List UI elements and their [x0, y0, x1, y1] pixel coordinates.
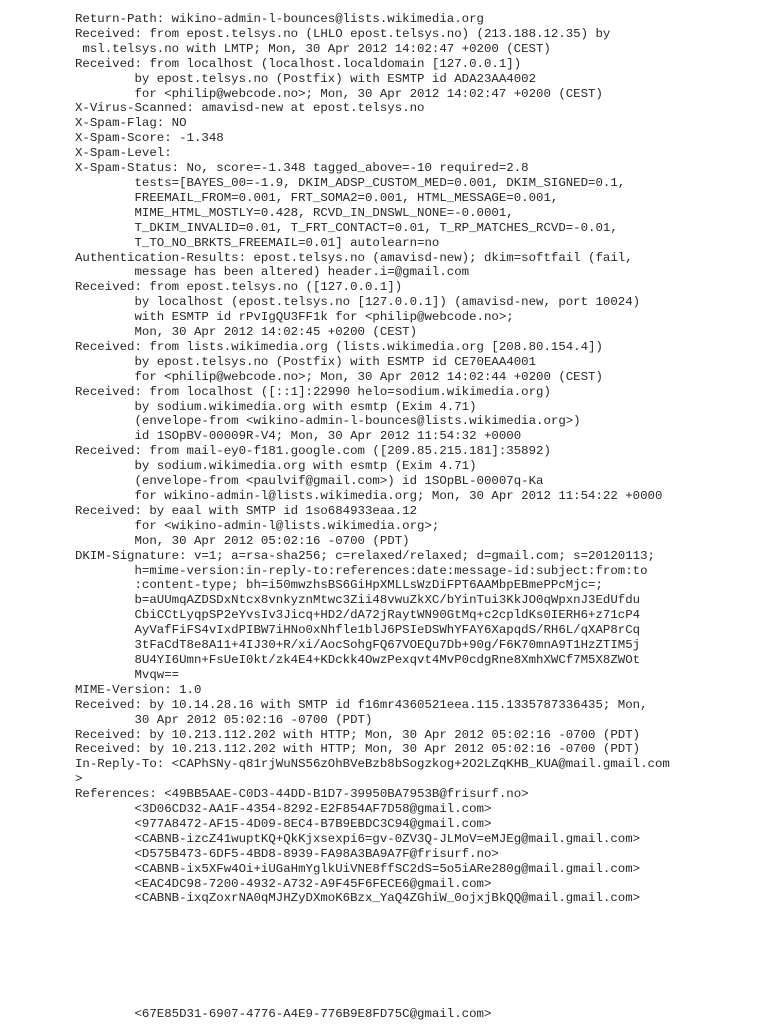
references-continuation-line: <CABNB-izcZ41wuptKQ+QkKjxsexpi6=gv-0ZV3Q-JLMoV=eMJEg@mail.gmail.com>	[134, 831, 641, 846]
references-continuation-line: <977A8472-AF15-4D09-8EC4-B7B9EBDC3C94@gmail.com>	[134, 816, 492, 831]
received-line: Received: from localhost ([::1]:22990 helo=sodium.wikimedia.org)	[75, 384, 551, 399]
received-field	[75, 340, 670, 385]
received-continuation-line: by sodium.wikimedia.org with esmtp (Exim 4.71)	[134, 399, 477, 414]
received-field	[75, 385, 670, 445]
received-field	[75, 444, 670, 504]
x-spam-level-field	[75, 146, 670, 161]
x-spam-status-continuation-line: tests=[BAYES_00=-1.9, DKIM_ADSP_CUSTOM_MED=0.001, DKIM_SIGNED=0.1,	[134, 175, 626, 190]
authentication-results-field	[75, 251, 670, 281]
x-spam-status-continuation-line: T_DKIM_INVALID=0.01, T_FRT_CONTACT=0.01, T_RP_MATCHES_RCVD=-0.01,	[134, 220, 618, 235]
x-spam-status-continuation-line: MIME_HTML_MOSTLY=0.428, RCVD_IN_DNSWL_NONE=-0.0001,	[134, 205, 514, 220]
received-field	[75, 27, 670, 57]
received-continuation-line: for <philip@webcode.no>; Mon, 30 Apr 2012 14:02:44 +0200 (CEST)	[134, 369, 603, 384]
email-header-block	[75, 12, 670, 906]
received-field	[75, 280, 670, 340]
received-line: Received: by eaal with SMTP id 1so684933eaa.12	[75, 503, 418, 518]
references-continuation-line: <3D06CD32-AA1F-4354-8292-E2F854AF7D58@gmail.com>	[134, 802, 492, 817]
received-line: Received: from localhost (localhost.localdomain [127.0.0.1])	[75, 56, 522, 71]
x-spam-flag-line: X-Spam-Flag: NO	[75, 116, 187, 131]
received-line: Received: by 10.14.28.16 with SMTP id f16mr4360521eea.115.1335787336435; Mon,	[75, 697, 648, 712]
received-field	[75, 742, 670, 757]
received-line: Received: from epost.telsys.no (LHLO epost.telsys.no) (213.188.12.35) by	[75, 26, 611, 41]
references-continuation-line: <67E85D31-6907-4776-A4E9-776B9E8FD75C@gmail.com>	[134, 1007, 492, 1021]
in-reply-to-field	[75, 757, 670, 787]
next-page-block	[75, 1007, 491, 1022]
received-line: Received: from epost.telsys.no ([127.0.0.1])	[75, 280, 403, 295]
x-spam-status-line: X-Spam-Status: No, score=-1.348 tagged_above=-10 required=2.8	[75, 161, 529, 176]
dkim-signature-continuation-line: :content-type; bh=i50mwzhsBS6GiHpXMLLsWzDiFPT6AAMbpEBmePPcMjc=;	[134, 578, 603, 593]
received-line: Received: by 10.213.112.202 with HTTP; Mon, 30 Apr 2012 05:02:16 -0700 (PDT)	[75, 727, 641, 742]
received-line: Received: by 10.213.112.202 with HTTP; Mon, 30 Apr 2012 05:02:16 -0700 (PDT)	[75, 742, 641, 757]
received-field	[75, 504, 670, 549]
received-line: Received: from lists.wikimedia.org (lists.wikimedia.org [208.80.154.4])	[75, 339, 603, 354]
received-continuation-line: by epost.telsys.no (Postfix) with ESMTP id CE70EAA4001	[134, 354, 537, 369]
dkim-signature-continuation-line: b=aUUmqAZDSDxNtcx8vnkyznMtwc3Zii48vwuZkXC/bYinTui3KkJO0qWpxnJ3EdUfdu	[134, 593, 641, 608]
received-continuation-line: for wikino-admin-l@lists.wikimedia.org; Mon, 30 Apr 2012 11:54:22 +0000	[134, 489, 663, 503]
received-field	[75, 57, 670, 102]
return-path-line: Return-Path: wikino-admin-l-bounces@lists.wikimedia.org	[75, 12, 484, 26]
received-continuation-line: for <wikino-admin-l@lists.wikimedia.org>;	[134, 518, 440, 533]
dkim-signature-continuation-line: AyVafFiFS4vIxdPIBW7iHNo0xNhfle1blJ6PSIeDSWhYFAY6XapqdS/RH6L/qXAP8rCq	[134, 623, 641, 638]
received-continuation-line: Mon, 30 Apr 2012 05:02:16 -0700 (PDT)	[134, 533, 410, 548]
authentication-results-line: Authentication-Results: epost.telsys.no (amavisd-new); dkim=softfail (fail,	[75, 250, 633, 265]
x-spam-status-field	[75, 161, 670, 250]
received-field	[75, 698, 670, 728]
received-continuation-line: (envelope-from <paulvif@gmail.com>) id 1SOpBL-00007q-Ka	[134, 474, 544, 489]
received-continuation-line: for <philip@webcode.no>; Mon, 30 Apr 2012 14:02:47 +0200 (CEST)	[134, 86, 603, 101]
authentication-results-continuation-line: message has been altered) header.i=@gmail.com	[134, 265, 470, 280]
dkim-signature-continuation-line: 3tFaCdT8e8A11+4IJ30+R/xi/AocSohgFQ67VOEQu7Db+90g/F6K70mnA9T1HzZTIM5j	[134, 638, 641, 653]
references-continuation-line: <D575B473-6DF5-4BD8-8939-FA98A3BA9A7F@frisurf.no>	[134, 846, 499, 861]
dkim-signature-continuation-line: h=mime-version:in-reply-to:references:date:message-id:subject:from:to	[134, 563, 648, 578]
mime-version-field	[75, 683, 670, 698]
x-spam-status-continuation-line: T_TO_NO_BRKTS_FREEMAIL=0.01] autolearn=no	[134, 235, 440, 250]
references-continuation-line: <CABNB-ix5XFw4Oi+iUGaHmYglkUiVNE8ffSC2dS=5o5iARe280g@mail.gmail.com>	[134, 861, 641, 876]
received-field	[75, 728, 670, 743]
received-continuation-line: (envelope-from <wikino-admin-l-bounces@lists.wikimedia.org>)	[134, 414, 581, 429]
x-spam-flag-field	[75, 116, 670, 131]
received-continuation-line: by epost.telsys.no (Postfix) with ESMTP id ADA23AA4002	[134, 71, 537, 86]
return-path-field	[75, 12, 670, 27]
references-continuation-line: <CABNB-ixqZoxrNA0qMJHZyDXmoK6Bzx_YaQ4ZGhiW_0ojxjBkQQ@mail.gmail.com>	[134, 891, 641, 906]
dkim-signature-line: DKIM-Signature: v=1; a=rsa-sha256; c=relaxed/relaxed; d=gmail.com; s=20120113;	[75, 548, 655, 563]
x-spam-score-line: X-Spam-Score: -1.348	[75, 131, 224, 146]
x-spam-status-continuation-line: FREEMAIL_FROM=0.001, FRT_SOMA2=0.001, HTML_MESSAGE=0.001,	[134, 190, 559, 205]
mime-version-line: MIME-Version: 1.0	[75, 682, 202, 697]
received-continuation-line: Mon, 30 Apr 2012 14:02:45 +0200 (CEST)	[134, 325, 418, 340]
in-reply-to-line: In-Reply-To: <CAPhSNy-q81rjWuNS56zOhBVeBzb8bSogzkog+2O2LZqKHB_KUA@mail.gmail.com	[75, 757, 670, 772]
dkim-signature-continuation-line: CbiCCtLyqpSP2eYvsIv3Jicq+HD2/dA72jRaytWN90GtMq+c2cpldKs0IERH6+z71cP4	[134, 608, 641, 623]
received-continuation-line: by localhost (epost.telsys.no [127.0.0.1]) (amavisd-new, port 10024)	[134, 295, 641, 310]
references-field	[75, 787, 670, 906]
received-continuation-line: by sodium.wikimedia.org with esmtp (Exim 4.71)	[134, 459, 477, 474]
dkim-signature-field	[75, 549, 670, 683]
in-reply-to-continuation-line: >	[75, 772, 83, 787]
x-spam-level-line: X-Spam-Level:	[75, 146, 172, 161]
received-continuation-line: 30 Apr 2012 05:02:16 -0700 (PDT)	[134, 712, 373, 727]
x-virus-scanned-field	[75, 101, 670, 116]
received-continuation-line: id 1SOpBV-00009R-V4; Mon, 30 Apr 2012 11:54:32 +0000	[134, 429, 522, 444]
references-continuation-line: <EAC4DC98-7200-4932-A732-A9F45F6FECE6@gmail.com>	[134, 876, 492, 891]
dkim-signature-continuation-line: Mvqw==	[134, 667, 180, 682]
dkim-signature-continuation-line: 8U4YI6Umn+FsUeI0kt/zk4E4+KDckk4OwzPexqvt4MvP0cdgRne8XmhXWCf7M5X8ZWOt	[134, 652, 641, 667]
x-spam-score-field	[75, 131, 670, 146]
references-line: References: <49BB5AAE-C0D3-44DD-B1D7-39950BA7953B@frisurf.no>	[75, 787, 529, 802]
x-virus-scanned-line: X-Virus-Scanned: amavisd-new at epost.telsys.no	[75, 101, 425, 116]
received-line: Received: from mail-ey0-f181.google.com ([209.85.215.181]:35892)	[75, 444, 551, 459]
received-continuation-line: with ESMTP id rPvIgQU3FF1k for <philip@webcode.no>;	[134, 310, 514, 325]
received-continuation-line: msl.telsys.no with LMTP; Mon, 30 Apr 2012 14:02:47 +0200 (CEST)	[82, 41, 551, 56]
